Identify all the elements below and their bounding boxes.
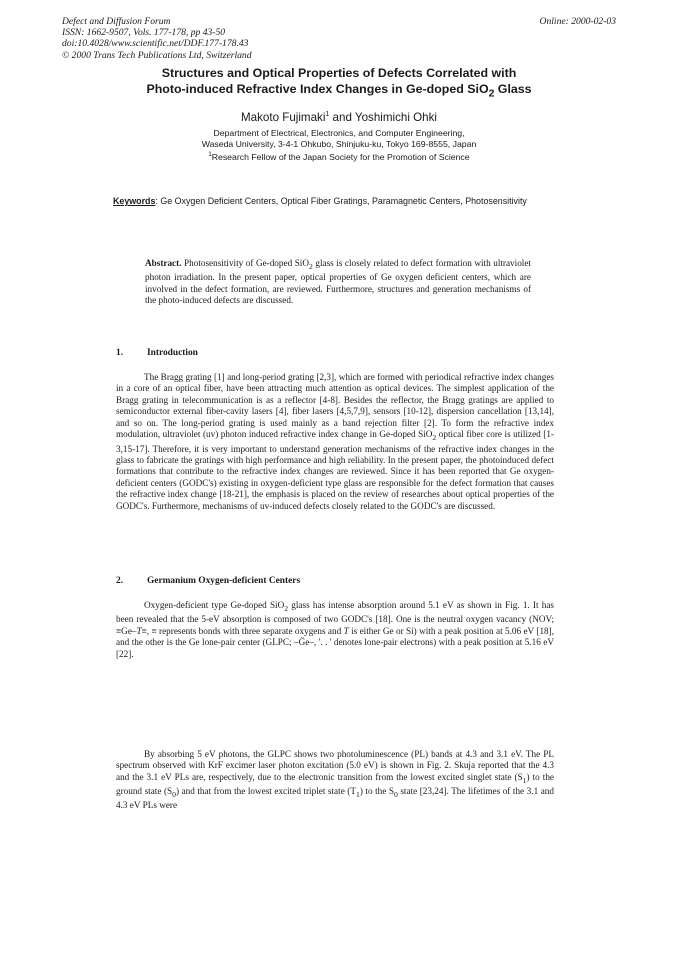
title-text-end: Glass [494, 81, 532, 96]
online-date: Online: 2000-02-03 [539, 16, 616, 27]
godc-p2-b: ) to the ground state (S [116, 771, 554, 797]
issn-line: ISSN: 1662-9507, Vols. 177-178, pp 43-50 [62, 27, 226, 39]
affiliation-line-3 [100, 150, 578, 163]
title-text: Photo-induced Refractive Index Changes in Ge-doped SiO [146, 81, 489, 96]
journal-name: Defect and Diffusion Forum [62, 16, 171, 27]
godc-p1-e: ̈e–, '. . ' denotes lone-pair electrons) with a peak position at 5.16 eV [22]. [116, 637, 555, 659]
godc-p1-a: Oxygen-deficient type Ge-doped SiO [144, 600, 285, 610]
godc-paragraph-1 [116, 600, 554, 660]
godc-p1-italic-t2: T [343, 625, 349, 636]
intro-text-a: The Bragg grating [1] and long-period grating [2,3], which are formed with periodical refractive index changes in a core of an optical fiber, have been attracting much attention as optical devices. The simplest application of the Bragg grating in telecommunication is as a reflector [4-8]. Besides the reflector, the Bragg gratings are applied to semiconductor external fiber-cavity lasers [4], fiber lasers [4,5,7,9], sensors [10-12], dispersion cancellation [13,14], and so on. The long-period grating is used mainly as a band rejection filter [2]. To form the refractive index modulation, ultraviolet (uv) photon induced refractive index change in Ge-doped SiO [116, 372, 554, 440]
title-subscript: 2 [488, 88, 495, 100]
author-1: Makoto Fujimaki [241, 110, 326, 124]
godc-p2-sub-t1: 1 [355, 790, 360, 800]
section-1-number: 1. [116, 348, 124, 358]
paper-title [100, 66, 578, 102]
abstract-label: Abstract. [145, 258, 182, 268]
godc-p2-c: ) and that from the lowest excited triplet state (T [175, 786, 356, 797]
godc-p1-subscript: 2 [284, 603, 289, 613]
affiliation-superscript: 1 [208, 152, 212, 159]
keywords-block [113, 196, 551, 207]
section-2-number: 2. [116, 576, 124, 586]
godc-p2-sub-s0b: 0 [393, 790, 398, 800]
author-conjunction: and [329, 110, 355, 124]
title-line-1: Structures and Optical Properties of Defects Correlated with [161, 66, 517, 80]
abstract-text-b: glass is closely related to defect formation with ultraviolet photon irradiation. In the present paper, optical properties of Ge oxygen deficient centers, which are involved in the defect formation, are reviewed. Furthermore, structures and generation mechanisms of the photo-induced defects are discussed. [145, 258, 531, 306]
godc-p1-b: glass has intense absorption around 5.1 eV as shown in Fig. 1. It has been revealed that the 5-eV absorption is composed of two GODC's [18]. One is the neutral oxygen vacancy (NOV; ≡Ge– [116, 600, 554, 636]
intro-paragraph [116, 372, 554, 512]
godc-p2-a: By absorbing 5 eV photons, the GLPC shows two photoluminescence (PL) bands at 4.3 and 3.1 eV. The PL spectrum observed with KrF excimer laser photon excitation (5.0 eV) is shown in Fig. 2. Skuja reported that the 4.3 and the 3.1 eV PLs are, respectively, due to the electronic transition from the lowest excited singlet state (S [116, 749, 554, 782]
section-1-heading [116, 347, 198, 359]
godc-p1-c: ≡, ≡ represents bonds with three separate oxygens and [141, 625, 344, 636]
intro-subscript: 2 [432, 433, 437, 443]
journal-header [62, 16, 252, 61]
affiliation-line-1: Department of Electrical, Electronics, and Computer Engineering, [213, 128, 465, 138]
section-1-title: Introduction [147, 348, 198, 358]
godc-p1-d: is either Ge or Si) with a peak position at 5.06 eV [18], and the other is the Ge lone-pair center (GLPC; –G [116, 625, 554, 648]
copyright-line: © 2000 Trans Tech Publications Ltd, Switzerland [62, 49, 252, 61]
godc-p2-sub-s0: 0 [172, 790, 176, 800]
title-line-2 [100, 82, 578, 102]
abstract-subscript: 2 [309, 261, 313, 271]
intro-text-b: optical fiber core is utilized [1-3,15-17]. Therefore, it is very important to understand generation mechanisms of the refractive index changes in the glass to fabricate the gratings with high performance and high reliability. In the present paper, the photoinduced defect formations that contribute to the refractive index changes are reviewed. Since it has been reported that Ge oxygen-deficient centers (GODC's) existing in oxygen-deficient type glass are responsible for the defect formation that causes the refractive index change [18-21], the emphasis is placed on the review of researches about optical properties of the GODC's. Furthermore, mechanisms of uv-induced defects closely related to the GODC's are discussed. [116, 429, 554, 511]
godc-p1-italic-t: T [136, 625, 142, 636]
affiliation-block [100, 128, 578, 164]
affiliation-fellow-text: Research Fellow of the Japan Society for the Promotion of Science [211, 152, 470, 163]
section-2-heading [116, 575, 300, 587]
keywords-text: : Ge Oxygen Deficient Centers, Optical Fiber Gratings, Paramagnetic Centers, Photosensitivity [155, 196, 527, 206]
abstract-block [145, 258, 531, 307]
abstract-text-a: Photosensitivity of Ge-doped SiO [181, 258, 309, 268]
section-2-title: Germanium Oxygen-deficient Centers [147, 576, 301, 586]
godc-p2-d: ) to the S [359, 786, 394, 797]
author-line [100, 108, 578, 125]
godc-p2-sub-s1: 1 [522, 775, 527, 785]
doi-line: doi:10.4028/www.scientific.net/DDF.177-178.43 [62, 38, 249, 50]
godc-paragraph-2 [116, 749, 554, 812]
keywords-label: Keywords [113, 196, 156, 206]
affiliation-line-2: Waseda University, 3-4-1 Ohkubo, Shinjuku-ku, Tokyo 169-8555, Japan [201, 139, 477, 150]
author-1-superscript: 1 [325, 111, 330, 118]
author-2: Yoshimichi Ohki [354, 110, 437, 124]
godc-p2-e: state [23,24]. The lifetimes of the 3.1 and 4.3 eV PLs were [116, 786, 554, 811]
